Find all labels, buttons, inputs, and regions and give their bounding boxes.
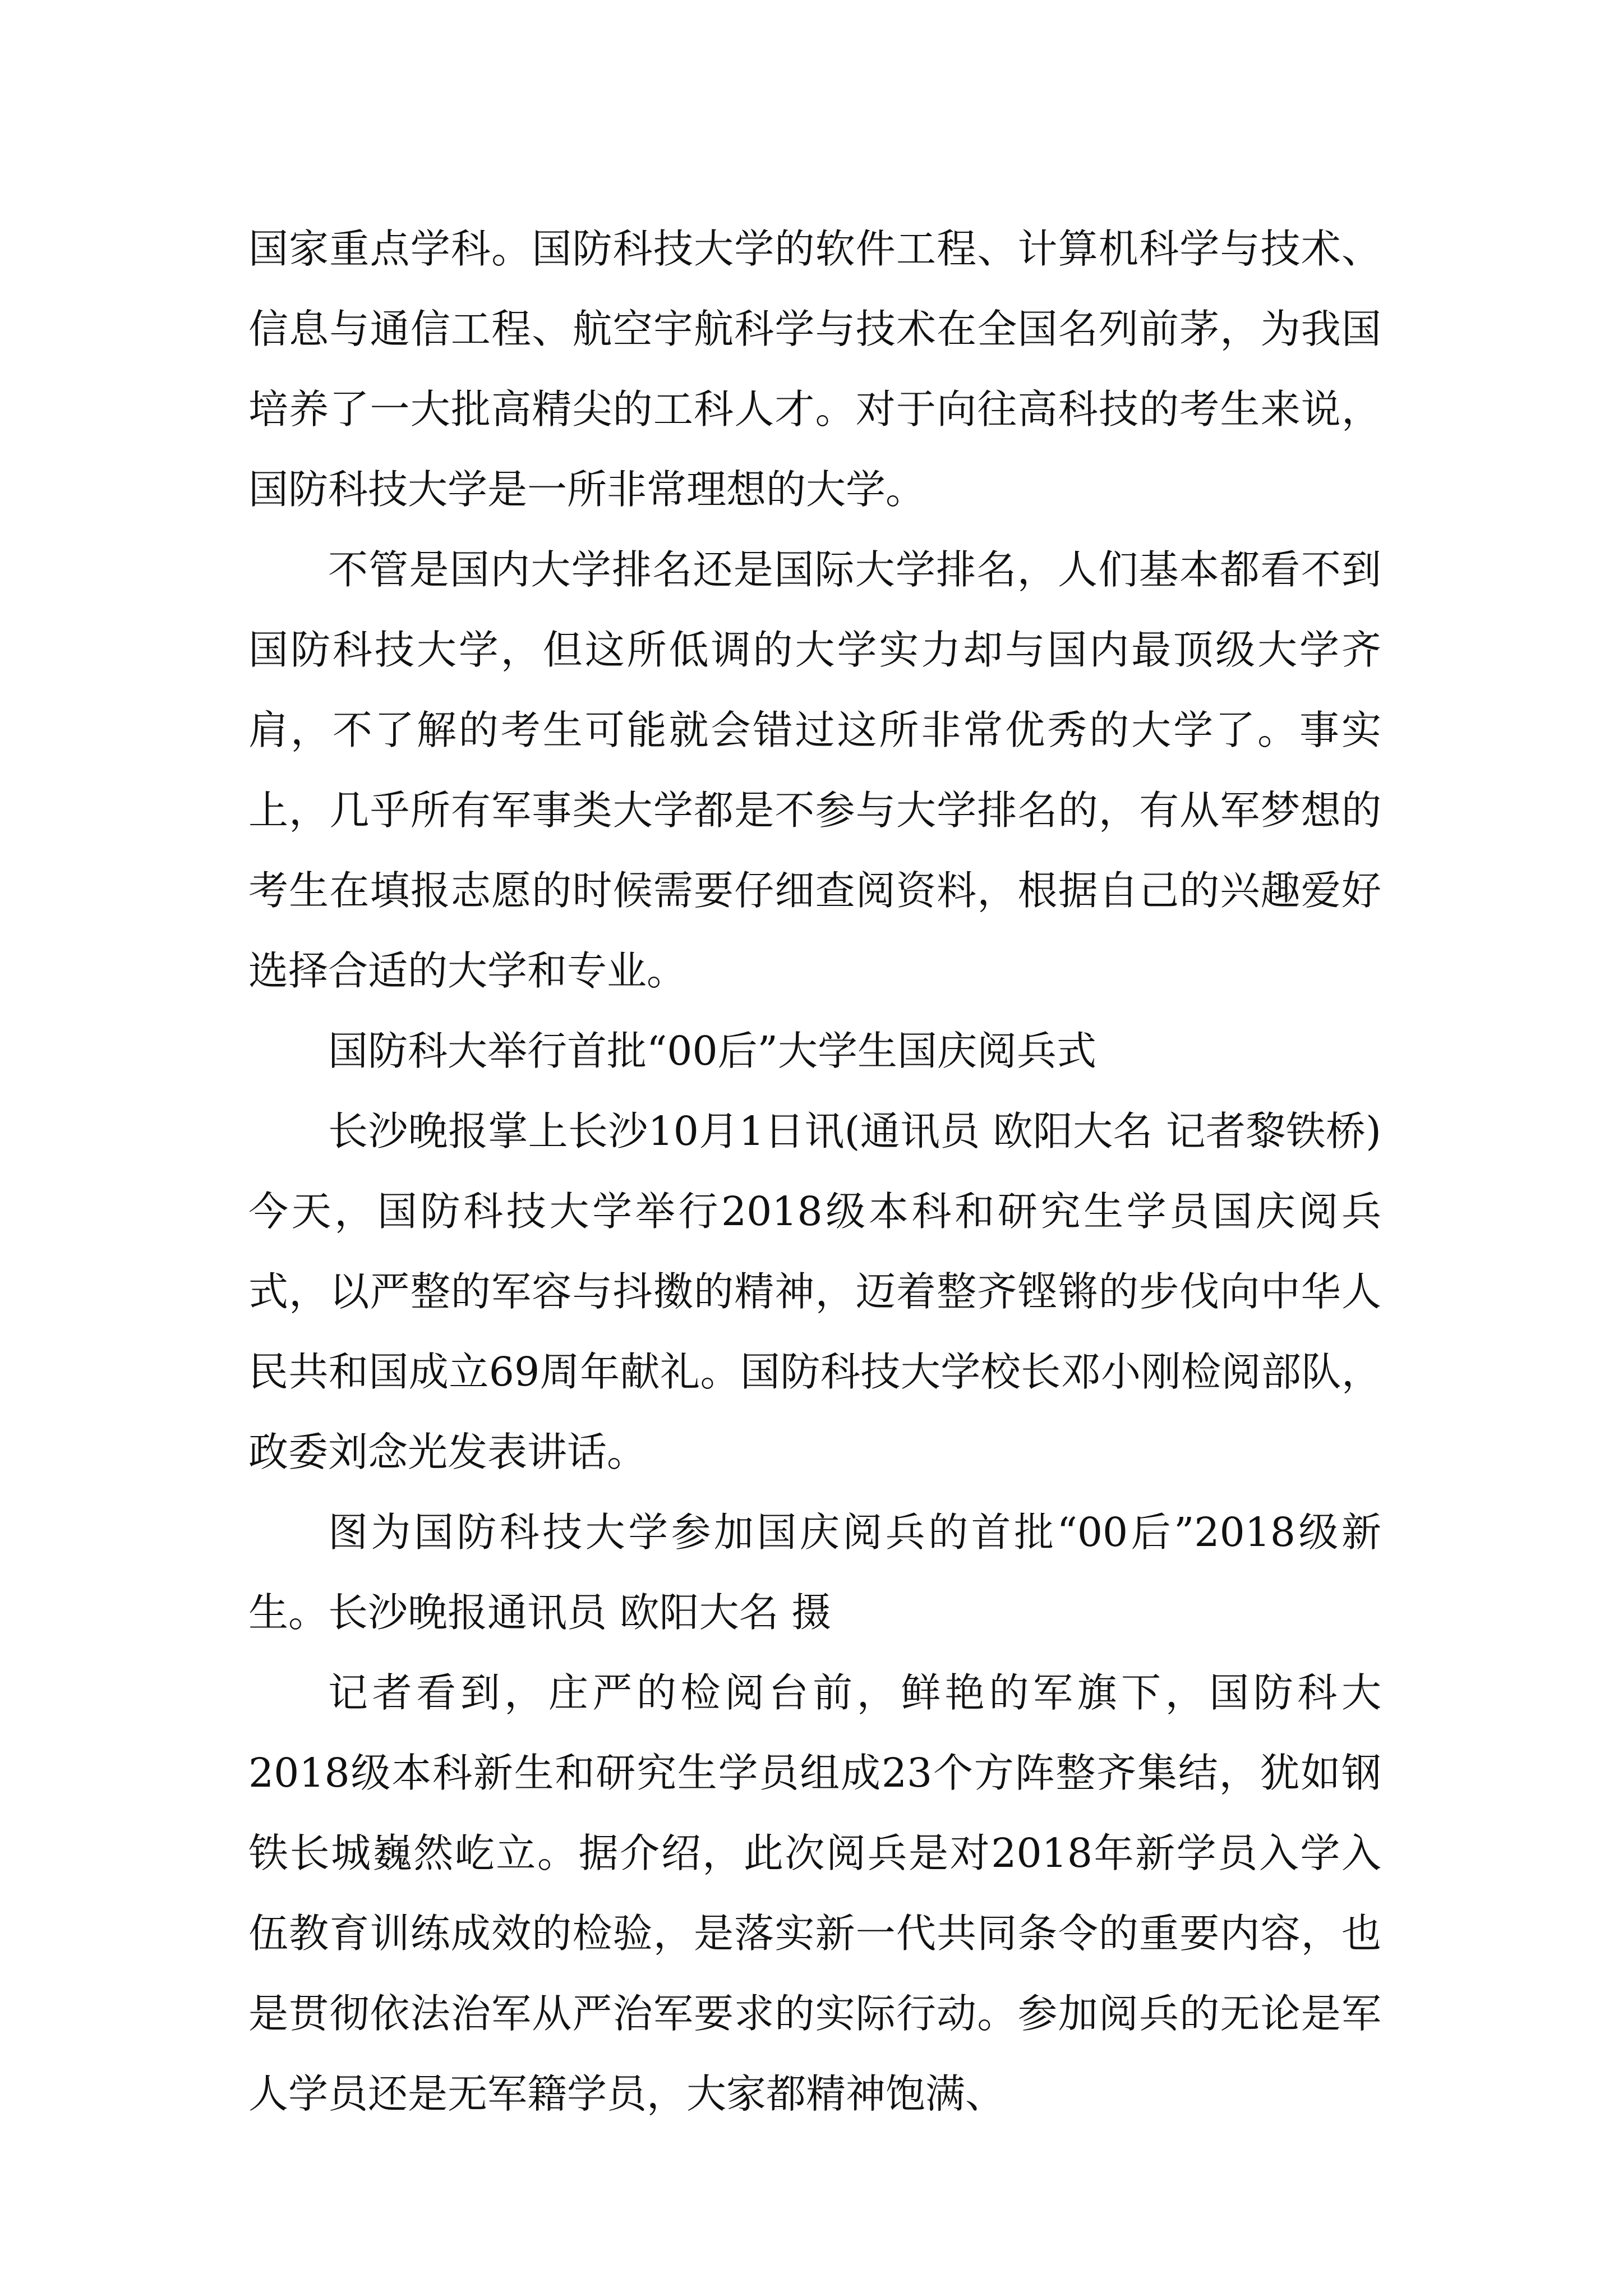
document-body [248, 209, 1381, 2134]
paragraph-3: 长沙晚报掌上长沙10月1日讯(通讯员 欧阳大名 记者黎铁桥)今天，国防科技大学举行2018级本科和研究生学员国庆阅兵式，以严整的军容与抖擞的精神，迈着整齐铿锵的步伐向中华人民共和国成立69周年献礼。国防科技大学校长邓小刚检阅部队，政委刘念光发表讲话。 [248, 1108, 1381, 1475]
news-headline: 国防科大举行首批“00后”大学生国庆阅兵式 [328, 1028, 1096, 1074]
photo-caption: 图为国防科技大学参加国庆阅兵的首批“00后”2018级新生。长沙晚报通讯员 欧阳大名 摄 [248, 1509, 1381, 1636]
paragraph-2: 不管是国内大学排名还是国际大学排名，人们基本都看不到国防科技大学，但这所低调的大学实力却与国内最顶级大学齐肩，不了解的考生可能就会错过这所非常优秀的大学了。事实上，几乎所有军事类大学都是不参与大学排名的，有从军梦想的考生在填报志愿的时候需要仔细查阅资料，根据自己的兴趣爱好选择合适的大学和专业。 [248, 546, 1381, 994]
paragraph-4: 记者看到，庄严的检阅台前，鲜艳的军旗下，国防科大2018级本科新生和研究生学员组成23个方阵整齐集结，犹如钢铁长城巍然屹立。据介绍，此次阅兵是对2018年新学员入学入伍教育训练成效的检验，是落实新一代共同条令的重要内容，也是贯彻依法治军从严治军要求的实际行动。参加阅兵的无论是军人学员还是无军籍学员，大家都精神饱满、 [248, 1669, 1381, 2117]
paragraph-1: 国家重点学科。国防科技大学的软件工程、计算机科学与技术、信息与通信工程、航空宇航科学与技术在全国名列前茅，为我国培养了一大批高精尖的工科人才。对于向往高科技的考生来说，国防科技大学是一所非常理想的大学。 [248, 226, 1381, 513]
